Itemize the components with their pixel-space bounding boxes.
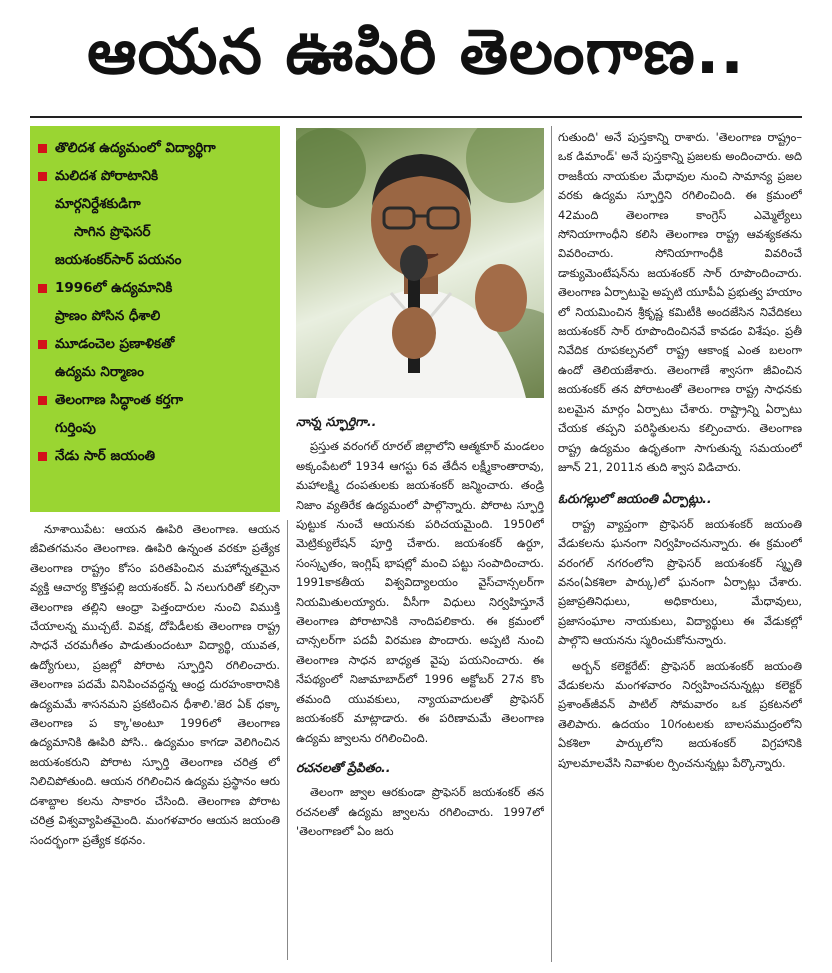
subheading: రచనలతో ప్రేపితం..	[296, 759, 391, 775]
highlight-item: మూడంచెల ప్రణాళికతో	[36, 330, 274, 358]
highlight-item: నేడు సార్ జయంతి	[36, 442, 274, 470]
highlight-item: తొలిదశ ఉద్యమంలో విద్యార్థిగా	[36, 134, 274, 162]
highlight-item: 1996లో ఉద్యమానికి	[36, 274, 274, 302]
highlights-box	[30, 126, 280, 512]
highlight-item: జయశంకర్‌సార్ పయనం	[55, 252, 182, 268]
column-1	[30, 520, 280, 960]
subheading: ఓరుగల్లులో జయంతి ఏర్పాట్లు..	[558, 491, 712, 507]
highlight-item: ఉద్యమ నిర్మాణం	[55, 364, 144, 380]
paragraph: అర్బన్ కలెక్టరేట్: ప్రొఫెసర్ జయశంకర్ జయంతి వేడుకలను మంగళవారం నిర్వహించనున్నట్లు కలెక్టర్ ప్రశాంత్‌జీవన్ పాటిల్ సోమవారం ఒక ప్రకటనలో తెలిపారు. ఉదయం 10గంటలకు బాలసముద్రంలోని ఏకశిలా పార్కులోని జయశంకర్ విగ్రహానికి పూలమాలవేసి నివాళుల ర్పించనున్నట్లు పేర్కొన్నారు.	[558, 658, 802, 770]
portrait-illustration	[296, 128, 544, 398]
highlight-item: ప్రాణం పోసిన ధీశాలి	[55, 308, 161, 324]
paragraph: రాష్ట్ర వ్యాప్తంగా ప్రొఫెసర్ జయశంకర్ జయంతి వేడుకలను ఘనంగా నిర్వహించనున్నారు. ఈ క్రమంలో వరంగల్ నగరంలోని ప్రొఫెసర్ జయశంకర్ స్మృతి వనం(ఏకశిలా పార్కు)లో ఘనంగా ఏర్పాట్లు చేశారు. ప్రజాప్రతినిధులు, అధికారులు, మేధావులు, ప్రజాసంఘాల నాయకులు, విద్యార్థులు ఈ వేడుకల్లో పాల్గొని ఆయనను స్మరించుకోనున్నారు.	[558, 516, 802, 648]
column-2	[296, 404, 544, 962]
jayashankar-photo	[296, 128, 544, 398]
paragraph: తెలంగా జ్వాల ఆరకుండా ప్రొఫెసర్ జయశంకర్ తన రచనలతో ఉద్యమ జ్వాలను రగిలించారు. 1997లో 'తెలంగాణలో ఏం జరు	[296, 785, 544, 839]
bullet-icon	[38, 452, 47, 461]
highlight-item: తెలంగాణ సిద్ధాంత కర్తగా	[36, 386, 274, 414]
bullet-icon	[38, 340, 47, 349]
subheading: నాన్న స్ఫూర్తిగా..	[296, 414, 377, 429]
highlight-item: గుర్తింపు	[55, 420, 96, 436]
column-divider	[287, 520, 288, 960]
paragraph: గుతుంది' అనే పుస్తకాన్ని రాశారు. 'తెలంగాణ రాష్ట్రం–ఒక డిమాండ్' అనే పుస్తకాన్ని ప్రజలకు అందించారు. అది రాజకీయ నాయకుల మేధావుల నుంచి సామాన్య ప్రజల వరకు ఉద్యమ స్ఫూర్తిని రగిలించింది. ఈ క్రమంలో 42మంది తెలంగాణ కాంగ్రెస్ ఎమ్మెల్యేలు సోనియాగాంధీని కలిసి తెలంగాణ రాష్ట్ర ఆవశ్యకతను వివరించారు. సోనియాగాంధీకి వివరించే డాక్యుమెంటేషన్‌ను జయశంకర్ సార్ రూపొందించారు. తెలంగాణ ఏర్పాటుపై అప్పటి యూపీఏ ప్రభుత్వ హయాం లో నియమించిన శ్రీకృష్ణ కమిటీకి అందజేసిన నివేదికలు జయశంకర్ సార్ రూపొందించినవే కావడం విశేషం. ప్రతీ నివేదిక రూపకల్పనలో రాష్ట్ర ఆకాంక్ష ఎంత బలంగా ఉందో తెలియజేశారు. తెలంగాణే శ్వాసగా జీవించిన జయశంకర్ తన పోరాటంతో తెలంగాణ రాష్ట్ర సాధనకు బలమైన మార్గం ఏర్పాటు చేశారు. రాష్ట్రాన్ని ఏర్పాటు చేయక తప్పని పరిస్థితులను కల్పించారు. తెలంగాణ రాష్ట్ర ఉద్యమం ఉధృతంగా సాగుతున్న సమయంలో జూన్ 21, 2011న తుది శ్వాస విడిచారు.	[558, 130, 802, 474]
bullet-icon	[38, 172, 47, 181]
bullet-icon	[38, 396, 47, 405]
bullet-icon	[38, 144, 47, 153]
headline: ఆయన ఊపిరి తెలంగాణ..	[87, 15, 745, 88]
column-3	[558, 128, 802, 962]
highlight-item: మలిదశ పోరాటానికి	[36, 162, 274, 190]
column-divider	[551, 126, 552, 962]
paragraph: ప్రస్తుత వరంగల్ రూరల్ జిల్లాలోని ఆత్మకూర్ మండలం అక్కంపేటలో 1934 ఆగస్టు 6వ తేదీన లక్ష్మీకాంతారావు, మహాలక్ష్మి దంపతులకు జయశంకర్ జన్మించారు. తండ్రి నిజాం వ్యతిరేక ఉద్యమంలో పాల్గొన్నారు. పోరాట స్ఫూర్తి పుట్టుక నుంచే ఆయనకు పరిచయమైంది. 1950లో మెట్రిక్యులేషన్ పూర్తి చేశారు. జయశంకర్ ఉర్దూ, సంస్కృతం, ఇంగ్లిష్ భాషల్లో మంచి పట్టు సంపాదించారు. 1991కాకతీయ విశ్వవిద్యాలయం వైస్‌చాన్సలర్‌గా నియమితులయ్యారు. వీసీగా విధులు నిర్వహిస్తూనే తెలంగాణ పోరాటానికి నాందిపలికారు. ఈ క్రమంలో చాన్సలర్‌గా పదవీ విరమణ పొందారు. అప్పటి నుంచి తెలంగాణ సాధన బాధ్యత వైపు పయనించారు. ఈ నేపథ్యంలో నిజామాబాద్‌లో 1996 అక్టోబర్ 27న కొం తమంది యువకులు, న్యాయవాదులతో ప్రొఫెసర్ జయశంకర్ మాట్లాడారు. ఈ పరిణామమే తెలంగాణ ఉద్యమ జ్వాలను రగిలించింది.	[296, 439, 544, 745]
bullet-icon	[38, 284, 47, 293]
highlight-item: మార్గనిర్దేశకుడిగా	[55, 196, 141, 212]
highlight-item: సాగిన ప్రొఫెసర్	[74, 224, 151, 240]
intro-paragraph: నూశాయిపేట: ఆయన ఊపిరి తెలంగాణ. ఆయన జీవితగమనం తెలంగాణ. ఊపిరి ఉన్నంత వరకూ ప్రత్యేక తెలంగాణ రాష్ట్రం కోసం పరితపించిన మహోన్నతమైన వ్యక్తి ఆచార్య కొత్తపల్లి జయశంకర్. ఏ నలుగురితో కల్సినా తెలంగాణ తల్లిని ఆంధ్రా పెత్తందారుల నుంచి విముక్తి చేయాలన్న ముచ్చటే. వివక్ష, దోపిడీలకు తెలంగాణ రాష్ట్ర సాధనే చరమగీతం పాడుతుందంటూ విద్యార్థి, యువత, ఉద్యోగులు, ప్రజల్లో పోరాట స్ఫూర్తిని రగిలించారు. తెలంగాణ పదమే వినిపించవద్దన్న ఆంధ్ర దురహంకారానికి ఉద్యమమే శాసనమని ప్రకటించిన ధీశాలి.'జెర ఏక్ ధక్కా తెలంగాణ ప క్కా'అంటూ 1996లో తెలంగాణ ఉద్యమానికి ఊపిరి పోసి.. ఉద్యమం కాగడా వెలిగించిన జయశంకరుని పోరాట స్ఫూర్తి తెలంగాణ చరిత్ర లో నిలిచిపోతుంది. ఆయన రగిలించిన ఉద్యమ ప్రస్థానం ఆరు దశాబ్దాల కలను సాకారం చేసింది. తెలంగాణ పోరాట చరిత్ర విశ్వవ్యాపితమైంది. మంగళవారం ఆయన జయంతి సందర్భంగా ప్రత్యేక కథనం.	[30, 522, 280, 847]
headline-rule	[30, 116, 802, 118]
